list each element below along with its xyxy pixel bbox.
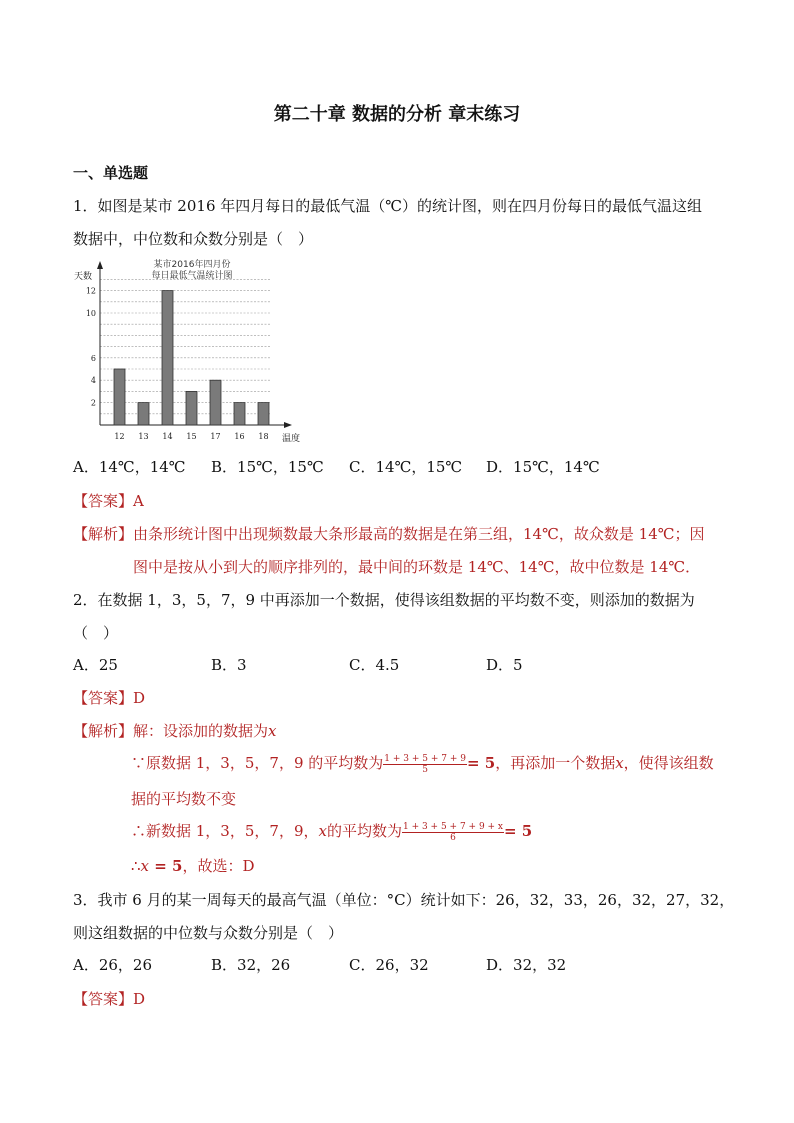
y-axis-label: 天数: [74, 272, 93, 282]
y-tick-label: 6: [90, 353, 96, 363]
y-tick-label: 2: [90, 398, 96, 408]
y-tick-label: 12: [85, 286, 96, 296]
bar-chart: [72, 255, 302, 450]
x-tick-label: 16: [234, 432, 245, 441]
equation-result: = 5: [504, 822, 533, 840]
analysis-text: ∵原数据 1，3，5，7，9 的平均数为: [131, 754, 384, 772]
q1-option-a: A．14℃，14℃: [73, 458, 186, 476]
variable-x: x: [318, 822, 327, 840]
y-tick-label: 4: [90, 376, 96, 386]
q2-stem-line2: （ ）: [73, 624, 119, 642]
analysis-label: 【解析】: [73, 525, 134, 543]
answer-label: 【答案】: [73, 990, 134, 1008]
q3-option-b: B．32，26: [211, 956, 291, 974]
q1-analysis-line1: [73, 524, 705, 544]
q3-stem-line1: 3．我市 6 月的某一周每天的最高气温（单位：°C）统计如下：26，32，33，26，32，27，32，: [73, 891, 735, 909]
q1-stem-line2: 数据中，中位数和众数分别是（ ）: [73, 230, 314, 248]
q2-option-d: D．5: [486, 656, 523, 674]
analysis-text: ，使得该组数: [623, 754, 714, 772]
q2-option-a: A．25: [73, 656, 118, 674]
fraction-denominator: 6: [450, 832, 456, 843]
y-tick-label: 10: [85, 309, 96, 318]
q1-stem-line1: 1．如图是某市 2016 年四月每日的最低气温（℃）的统计图，则在四月份每日的最低气温这组: [73, 197, 703, 215]
fraction-numerator: 1 + 3 + 5 + 7 + 9: [384, 753, 466, 764]
q2-option-b: B．3: [211, 656, 247, 674]
answer-label: 【答案】: [73, 689, 134, 707]
q2-stem-line1: 2．在数据 1，3，5，7，9 中再添加一个数据，使得该组数据的平均数不变，则添加的数据为: [73, 591, 695, 609]
answer-value: A: [133, 492, 144, 510]
bar: [114, 369, 125, 425]
q2-option-c: C．4.5: [349, 656, 400, 674]
bar: [186, 391, 197, 425]
bar: [258, 403, 269, 425]
q1-option-c: C．14℃，15℃: [349, 458, 463, 476]
fraction-mean-5: [383, 754, 467, 775]
chart-title: 某市2016年四月份: [153, 260, 231, 270]
answer-value: D: [133, 990, 146, 1008]
answer-value: D: [133, 689, 146, 707]
fraction-mean-6: [402, 822, 504, 843]
y-axis-arrow: [97, 261, 103, 269]
q3-stem-line2: 则这组数据的中位数与众数分别是（ ）: [73, 924, 344, 942]
analysis-text: 由条形统计图中出现频数最大条形最高的数据是在第三组，14℃，故众数是 14℃；因: [133, 525, 705, 543]
q3-answer: [73, 989, 145, 1009]
q1-answer: [73, 491, 144, 511]
q1-analysis-line2: 图中是按从小到大的顺序排列的，最中间的环数是 14℃、14℃，故中位数是 14℃．: [133, 558, 701, 576]
page-title: 第二十章 数据的分析 章末练习: [273, 104, 521, 125]
equation-result: = 5: [149, 857, 183, 875]
q3-option-d: D．32，32: [486, 956, 567, 974]
fraction-denominator: 5: [422, 764, 428, 775]
fraction-numerator: 1 + 3 + 5 + 7 + 9 + x: [402, 821, 504, 832]
x-tick-label: 18: [258, 432, 269, 441]
bar: [234, 403, 245, 425]
bar: [138, 403, 149, 425]
x-axis-label: 温度: [282, 434, 301, 444]
variable-x: x: [615, 754, 624, 772]
equation-result: = 5: [466, 754, 496, 772]
analysis-label: 【解析】: [73, 722, 134, 740]
x-tick-label: 14: [162, 432, 173, 441]
x-tick-label: 13: [138, 432, 149, 441]
q2-analysis-line4: [131, 821, 532, 843]
bar: [162, 291, 173, 425]
bar: [210, 380, 221, 425]
analysis-text: ∴新数据 1，3，5，7，9，: [131, 822, 319, 840]
analysis-text: ，故选：D: [182, 857, 255, 875]
x-tick-label: 15: [186, 432, 197, 441]
variable-x: x: [268, 722, 277, 740]
q1-option-b: B．15℃，15℃: [211, 458, 324, 476]
variable-x: x: [140, 857, 150, 875]
x-tick-label: 17: [210, 432, 221, 441]
analysis-text: ∴: [131, 857, 141, 875]
q2-analysis-line5: [131, 856, 255, 876]
q2-answer: [73, 688, 145, 708]
q3-option-c: C．26，32: [349, 956, 429, 974]
analysis-text: ，再添加一个数据: [495, 754, 616, 772]
analysis-text: 的平均数为: [326, 822, 402, 840]
q2-analysis-line3: 据的平均数不变: [131, 790, 237, 808]
answer-label: 【答案】: [73, 492, 134, 510]
x-axis-arrow: [284, 422, 292, 428]
analysis-text: 解：设添加的数据为: [133, 722, 269, 740]
q2-analysis-line1: [73, 721, 277, 741]
chart-title: 每日最低气温统计图: [151, 271, 233, 281]
chart-grid: [100, 279, 270, 413]
q2-analysis-line2: [131, 753, 714, 775]
q1-option-d: D．15℃，14℃: [486, 458, 600, 476]
q3-option-a: A．26，26: [73, 956, 153, 974]
section-heading: 一、单选题: [73, 164, 149, 182]
x-tick-label: 12: [114, 432, 125, 441]
